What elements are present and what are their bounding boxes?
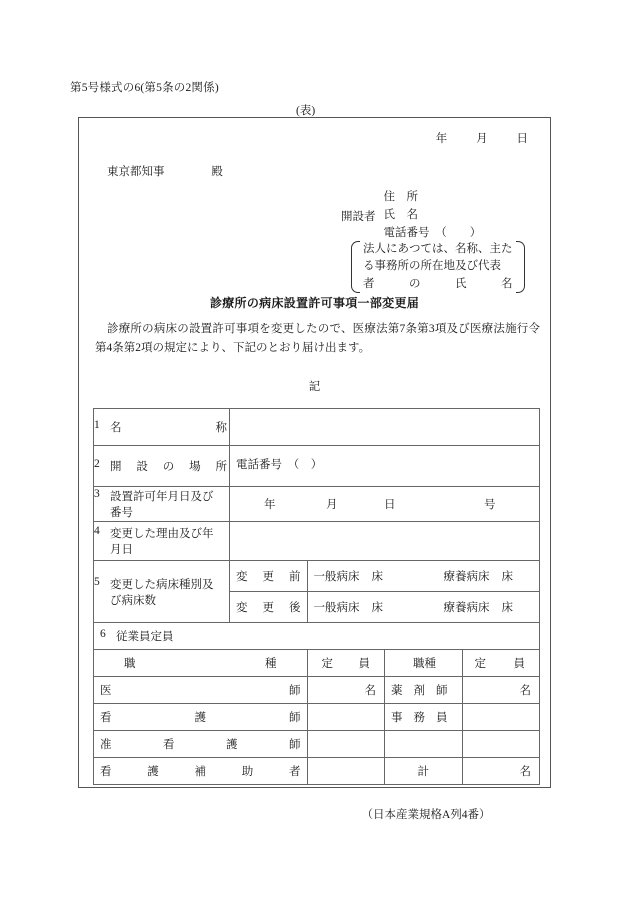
row5-before-a: 変 [236, 571, 248, 583]
staff-1-right-quota [463, 713, 540, 721]
row5-label-cell [94, 561, 230, 623]
staff-3-left-job-a: 看 [100, 766, 112, 778]
row3-number: 3 [94, 488, 100, 500]
staff-3-total-quota: 名 [519, 766, 531, 778]
staff-2-right-job-cell [385, 731, 463, 758]
row1-label-a: 名 [110, 422, 122, 434]
row4-label-line-1: 変更した理由及び年 [110, 528, 214, 540]
row2-phone-label: 電話番号 （ ） [236, 459, 323, 471]
row5-before-care-unit: 床 [501, 571, 513, 583]
founder-block [341, 189, 481, 242]
staff-0-left-job-b: 師 [289, 685, 301, 697]
staff-1-right-job-a: 事 [391, 712, 403, 724]
row5-before-label-cell [230, 561, 308, 592]
corporate-note-line-3-a: 者 [363, 277, 375, 290]
staff-3-right-job-cell [385, 758, 463, 785]
row2-label-b: 設 [136, 461, 148, 473]
staff-0-right-job [385, 678, 462, 702]
staff-1-left-quota [308, 713, 385, 721]
row5-after-label [230, 595, 307, 619]
row5-after-care-label: 療養病床 [443, 602, 490, 614]
row1-value [230, 423, 539, 431]
staff-3-right-quota-cell[interactable] [462, 758, 540, 785]
row5-before-c: 前 [289, 571, 301, 583]
row4-label-cell [94, 522, 230, 561]
row5-before-beds [308, 564, 540, 588]
row5-before-general-unit: 床 [371, 571, 383, 583]
staff-3-left-job-c: 補 [194, 766, 206, 778]
row3-label-line-2: 番号 [110, 507, 133, 519]
row3-label-line-1: 設置許可年月日及び [110, 491, 214, 503]
table-row-staff-headers [94, 650, 540, 677]
founder-name-label: 氏 名 [383, 208, 418, 221]
brace-right-icon [516, 241, 525, 293]
row1-label-b: 称 [215, 422, 227, 434]
row3-label-cell [94, 487, 230, 522]
staff-3-left-job-d: 助 [241, 766, 254, 778]
staff-1-left-job-b: 護 [194, 712, 206, 724]
staff-0-right-job-c: 師 [436, 685, 448, 697]
staff-3-left-job-b: 護 [147, 766, 159, 778]
staff-header-job-right [385, 650, 463, 677]
row5-before-label [230, 564, 307, 588]
staff-2-right-quota-cell[interactable] [462, 731, 540, 758]
staff-2-right-quota [463, 740, 540, 748]
footer-note [0, 806, 630, 822]
corporate-note-line-3-c: 氏 [455, 277, 467, 290]
table-row-staff [94, 731, 540, 758]
paper-standard-label: （日本産業規格A列4番） [361, 809, 491, 821]
row5-after-care-unit: 床 [501, 602, 513, 614]
founder-label: 開設者 [341, 210, 376, 223]
staff-3-left-quota-cell[interactable] [307, 758, 385, 785]
row2-label-d: 場 [189, 461, 201, 473]
table-row-beds-before [94, 561, 540, 592]
staff-header-quota-left-b: 員 [358, 658, 370, 670]
staff-header-job-left [94, 650, 308, 677]
row4-value [230, 537, 539, 545]
corporate-note-line-3-d: 名 [501, 277, 513, 290]
staff-2-right-job [385, 740, 462, 748]
row2-value-cell[interactable] [230, 446, 540, 487]
row5-after-value-cell[interactable] [307, 592, 540, 623]
staff-header-quota-left-a: 定 [321, 658, 333, 670]
table-row-staff [94, 758, 540, 785]
staff-2-left-quota-cell[interactable] [307, 731, 385, 758]
row4-label-line-2: 月日 [110, 544, 133, 556]
corporate-note-lines [360, 241, 516, 293]
row5-after-label-cell [230, 592, 308, 623]
row5-before-general-label: 一般病床 [313, 571, 360, 583]
staff-2-left-quota [308, 740, 385, 748]
founder-address-label: 住 所 [383, 191, 418, 203]
row5-label-line-2: び病床数 [110, 594, 156, 607]
corporate-note [351, 241, 525, 293]
staff-header-quota-right-b: 員 [513, 658, 525, 670]
founder-fields [384, 189, 482, 242]
staff-1-right-job-c: 員 [436, 712, 448, 724]
row6-label-wrap [94, 624, 539, 648]
staff-0-right-job-b: 剤 [413, 685, 425, 697]
staff-0-right-quota-cell[interactable] [462, 677, 540, 704]
staff-header-job-left-text [94, 651, 307, 675]
staff-3-left-job-cell [94, 758, 308, 785]
staff-header-job-right-text [385, 651, 462, 675]
staff-2-left-job-d: 師 [289, 739, 301, 751]
row3-month-label: 月 [326, 499, 338, 511]
addressee-line [107, 163, 223, 179]
addressee-name: 東京都知事 [107, 166, 165, 178]
staff-1-right-job [385, 705, 462, 729]
row5-after-general-label: 一般病床 [313, 602, 360, 614]
corporate-note-line-1: 法人にあつては、名称、主た [363, 243, 513, 255]
row2-number: 2 [94, 458, 100, 470]
staff-header-quota-left-text [308, 651, 385, 675]
staff-2-left-job-c: 護 [226, 739, 238, 751]
row5-after-c: 後 [289, 602, 301, 614]
staff-1-left-job [94, 705, 307, 729]
staff-header-quota-right-a: 定 [474, 658, 486, 670]
staff-header-quota-right-text [463, 651, 540, 675]
staff-3-left-job [94, 759, 307, 783]
staff-2-left-job-cell [94, 731, 308, 758]
row5-label-line-1: 変更した病床種別及 [110, 578, 214, 591]
staff-0-right-job-cell [385, 677, 463, 704]
row5-after-a: 変 [236, 602, 248, 614]
application-table [93, 408, 540, 785]
staff-3-total-label: 計 [417, 766, 429, 778]
table-row-place [94, 446, 540, 487]
staff-2-left-job-a: 准 [100, 739, 112, 751]
date-year-label: 年 [435, 133, 448, 145]
row5-before-b: 更 [262, 571, 274, 583]
table-row-name [94, 409, 540, 446]
row3-number-label: 号 [484, 499, 496, 511]
row5-after-general-unit: 床 [371, 602, 383, 614]
table-row-permit [94, 487, 540, 522]
staff-header-job-right-b: 種 [424, 658, 436, 670]
staff-1-right-quota-cell[interactable] [462, 704, 540, 731]
row6-label: 従業員定員 [116, 631, 174, 643]
table-row-staff [94, 677, 540, 704]
row2-label-a: 開 [110, 461, 122, 473]
row3-day-label: 日 [384, 499, 396, 511]
row2-label-c: の [162, 461, 175, 473]
row4-value-cell[interactable] [230, 522, 540, 561]
brace-left-icon [351, 241, 360, 293]
row5-before-care-label: 療養病床 [443, 571, 490, 583]
document-body-text: 診療所の病床の設置許可事項を変更したので、医療法第7条第3項及び医療法施行令第4条第2項の規定により、下記のとおり届け出ます。 [95, 323, 540, 354]
row2-label-e: 所 [215, 461, 227, 473]
row5-after-b: 更 [262, 602, 274, 614]
staff-0-left-quota-cell[interactable] [307, 677, 385, 704]
staff-0-left-job [94, 678, 307, 702]
staff-0-right-job-a: 薬 [391, 685, 403, 697]
row5-before-value-cell[interactable] [307, 561, 540, 592]
corporate-note-line-2: る事務所の所在地及び代表 [363, 260, 501, 273]
staff-0-left-quota: 名 [364, 685, 376, 697]
staff-0-left-job-cell [94, 677, 308, 704]
row6-label-cell [94, 623, 540, 650]
row3-year-label: 年 [264, 499, 276, 511]
addressee-honorific: 殿 [211, 166, 223, 178]
staff-header-job-left-a: 職 [124, 658, 136, 670]
staff-3-left-quota [308, 767, 385, 775]
staff-header-job-left-b: 種 [265, 658, 277, 670]
document-title: 診療所の病床設置許可事項一部変更届 [209, 296, 420, 310]
row5-after-beds [308, 595, 540, 619]
staff-1-left-quota-cell[interactable] [307, 704, 385, 731]
staff-1-left-job-c: 師 [289, 712, 301, 724]
table-row-reason [94, 522, 540, 561]
table-row-staff-title [94, 623, 540, 650]
staff-2-left-job [94, 732, 307, 756]
corporate-note-line-3 [363, 276, 513, 293]
staff-header-quota-left [307, 650, 385, 677]
row1-number: 1 [94, 419, 100, 431]
date-day-label: 日 [516, 133, 528, 145]
form-frame [78, 117, 551, 788]
row2-label-cell [94, 446, 230, 487]
table-row-staff [94, 704, 540, 731]
staff-0-right-quota: 名 [519, 685, 531, 697]
date-line [436, 130, 528, 146]
founder-phone-label: 電話番号 （ ） [383, 226, 482, 239]
corporate-note-line-3-b: の [409, 277, 421, 290]
staff-header-quota-right [462, 650, 540, 677]
staff-1-right-job-b: 務 [413, 712, 425, 724]
form-number-label: 第5号様式の6(第5条の2関係) [70, 82, 219, 94]
staff-header-job-right-a: 職 [413, 658, 425, 670]
staff-0-left-job-a: 医 [100, 685, 112, 697]
side-marker-label: (表) [296, 105, 316, 117]
staff-1-left-job-a: 看 [100, 712, 112, 724]
row3-value-cell[interactable] [230, 487, 540, 522]
ki-marker: 記 [308, 381, 321, 393]
staff-3-left-job-e: 者 [289, 766, 301, 778]
row5-number: 5 [94, 575, 100, 588]
row6-number: 6 [100, 628, 106, 640]
date-month-label: 月 [476, 133, 488, 145]
row3-date-fields [230, 496, 539, 512]
staff-1-right-job-cell [385, 704, 463, 731]
staff-2-left-job-b: 看 [163, 739, 175, 751]
row4-number: 4 [94, 525, 100, 537]
staff-1-left-job-cell [94, 704, 308, 731]
row1-label-cell [94, 409, 230, 446]
row1-value-cell[interactable] [230, 409, 540, 446]
